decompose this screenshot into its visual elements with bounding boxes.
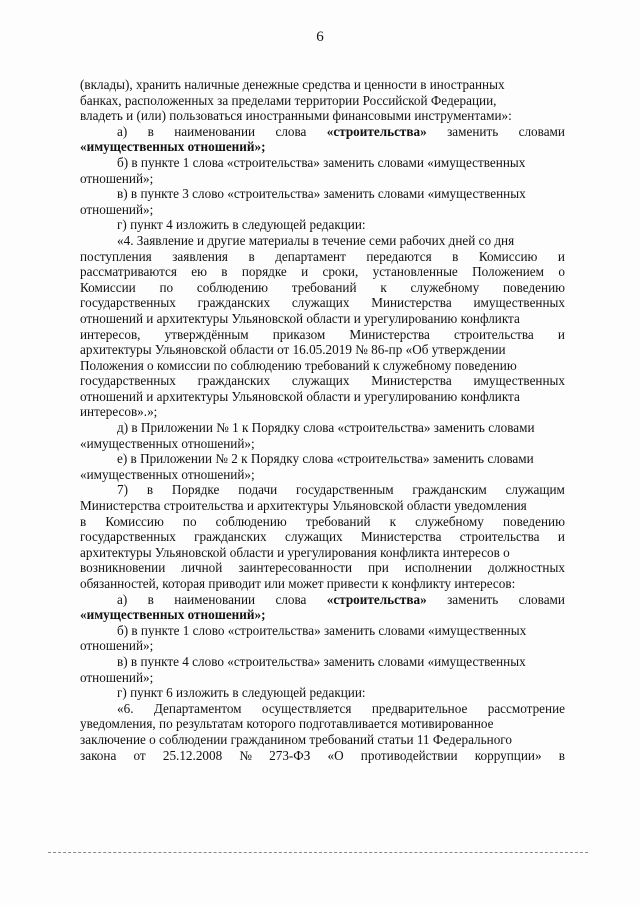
word: требований bbox=[291, 279, 357, 295]
word: противодействии bbox=[360, 747, 458, 763]
text-line: архитектуры Ульяновской области от 16.05.2019 № 86-пр «Об утверждении bbox=[80, 342, 506, 358]
word: в bbox=[452, 248, 459, 264]
word: осуществляется bbox=[261, 700, 352, 716]
word: закона bbox=[80, 747, 117, 763]
word: передаются bbox=[366, 248, 432, 264]
text-line-bold-phrase bbox=[80, 592, 565, 608]
word: поведению bbox=[502, 279, 565, 295]
text-line-bold-phrase bbox=[80, 124, 565, 140]
text-line: в) в пункте 4 слово «строительства» заменить словами «имущественных bbox=[117, 653, 526, 669]
word: служебному bbox=[415, 513, 484, 529]
word: к bbox=[389, 513, 397, 529]
word: заменить bbox=[447, 591, 499, 607]
text-line: интересов».»; bbox=[80, 404, 158, 420]
word: коррупции» bbox=[474, 747, 542, 763]
word: гражданских bbox=[197, 295, 271, 311]
word: установленные bbox=[372, 264, 458, 280]
bold-phrase: «строительства» bbox=[326, 123, 427, 139]
word: заменить bbox=[447, 123, 499, 139]
word: личной bbox=[181, 560, 223, 576]
word: Порядке bbox=[171, 482, 220, 498]
word: по bbox=[159, 279, 174, 295]
word: ею bbox=[191, 264, 207, 280]
word: утверждённым bbox=[164, 326, 249, 342]
word: в bbox=[146, 482, 154, 498]
text-line-justified bbox=[80, 249, 565, 265]
text-line-justified bbox=[80, 264, 565, 280]
document-body bbox=[80, 77, 565, 763]
text-line: Министерства строительства и архитектуры Ульяновской области уведомления bbox=[80, 498, 527, 514]
page-number: 6 bbox=[316, 29, 324, 45]
word: гражданским bbox=[412, 482, 487, 498]
word: Министерства bbox=[360, 529, 442, 545]
word: рассмотрение bbox=[487, 700, 565, 716]
word: и bbox=[557, 529, 565, 545]
text-line-justified bbox=[80, 280, 565, 296]
word: слова bbox=[275, 123, 307, 139]
word: имущественных bbox=[473, 373, 565, 389]
text-line: отношений»; bbox=[80, 201, 154, 217]
word: в bbox=[221, 264, 228, 280]
text-line-justified bbox=[80, 482, 565, 498]
text-line-justified bbox=[80, 295, 565, 311]
word: Министерства bbox=[371, 373, 452, 389]
text-line: отношений»; bbox=[80, 170, 154, 186]
word: и bbox=[301, 264, 309, 280]
word: «О bbox=[327, 747, 344, 763]
word: гражданских bbox=[194, 529, 267, 545]
word: гражданских bbox=[197, 373, 271, 389]
word: возникновении bbox=[80, 560, 166, 576]
word: заявления bbox=[172, 248, 228, 264]
text-line: б) в пункте 1 слова «строительства» заменить словами «имущественных bbox=[117, 154, 526, 170]
text-line: отношений и архитектуры Ульяновской области и урегулированию конфликта bbox=[80, 388, 520, 404]
word: имущественных bbox=[473, 295, 565, 311]
word: должностных bbox=[488, 560, 565, 576]
text-line: е) в Приложении № 2 к Порядку слова «строительства» заменить словами bbox=[117, 451, 534, 467]
word: исполнении bbox=[404, 560, 472, 576]
text-line-justified bbox=[80, 327, 565, 343]
text-line-justified bbox=[80, 701, 565, 717]
word: соблюдению bbox=[215, 513, 287, 529]
text-line: архитектуры Ульяновской области и урегулирования конфликта интересов о bbox=[80, 544, 510, 560]
text-line: «4. Заявление и другие материалы в течение семи рабочих дней со дня bbox=[117, 232, 515, 248]
text-line: обязанностей, которая приводит или может привести к конфликту интересов: bbox=[80, 576, 516, 591]
word: Положением bbox=[472, 264, 545, 280]
word: 273-ФЗ bbox=[269, 747, 311, 763]
page-bottom-divider bbox=[48, 852, 588, 853]
word: служебному bbox=[410, 279, 480, 295]
word: Министерства bbox=[349, 326, 430, 342]
word: государственных bbox=[80, 373, 176, 389]
word: по bbox=[182, 513, 197, 529]
word: порядке bbox=[241, 264, 287, 280]
word: в bbox=[147, 591, 154, 607]
text-line: «имущественных отношений»; bbox=[80, 435, 255, 451]
text-line: владеть и (или) пользоваться иностранными финансовыми инструментами»: bbox=[80, 108, 512, 124]
word: словами bbox=[518, 591, 565, 607]
word: Департаментом bbox=[153, 700, 242, 716]
word: и bbox=[557, 248, 565, 264]
word: государственных bbox=[80, 295, 176, 311]
bold-phrase: «строительства» bbox=[326, 591, 427, 607]
word: поступления bbox=[80, 248, 152, 264]
text-line: г) пункт 6 изложить в следующей редакции: bbox=[117, 685, 366, 701]
text-line: отношений и архитектуры Ульяновской области и урегулированию конфликта bbox=[80, 310, 520, 326]
word: строительства bbox=[459, 529, 540, 545]
word: соблюдению bbox=[196, 279, 269, 295]
word: о bbox=[558, 264, 565, 280]
word: наименовании bbox=[174, 123, 256, 139]
word: государственных bbox=[80, 529, 176, 545]
text-line-bold bbox=[80, 607, 565, 623]
text-line: д) в Приложении № 1 к Порядку слова «строительства» заменить словами bbox=[117, 420, 535, 436]
text-line: уведомления, по результатам которого подготавливается мотивированное bbox=[80, 716, 494, 732]
text-line: Положения о комиссии по соблюдению требований к служебному поведению bbox=[80, 357, 517, 373]
word: приказом bbox=[272, 326, 326, 342]
word: государственным bbox=[296, 482, 394, 498]
text-line: банках, расположенных за пределами территории Российской Федерации, bbox=[80, 92, 497, 108]
text-line: б) в пункте 1 слово «строительства» заменить словами «имущественных bbox=[117, 622, 527, 638]
word: от bbox=[133, 747, 146, 763]
word: а) bbox=[117, 591, 128, 607]
text-line: «имущественных отношений»; bbox=[80, 466, 255, 482]
text-line-justified bbox=[80, 529, 565, 545]
word: служащих bbox=[284, 529, 343, 545]
word: при bbox=[368, 560, 389, 576]
word: словами bbox=[518, 123, 565, 139]
text-line-justified bbox=[80, 748, 565, 764]
bold-phrase: «имущественных отношений»; bbox=[80, 607, 266, 623]
word: Министерства bbox=[371, 295, 452, 311]
text-line-justified bbox=[80, 373, 565, 389]
word: 7) bbox=[117, 482, 128, 498]
word: Комиссию bbox=[105, 513, 164, 529]
word: «6. bbox=[117, 700, 134, 716]
word: слова bbox=[275, 591, 307, 607]
text-line-justified bbox=[80, 560, 565, 576]
text-line: отношений»; bbox=[80, 638, 154, 654]
word: 25.12.2008 bbox=[162, 747, 223, 763]
word: и bbox=[557, 326, 565, 342]
text-line: заключение о соблюдении гражданином требований статьи 11 Федерального bbox=[80, 731, 512, 747]
word: строительства bbox=[454, 326, 534, 342]
word: интересов, bbox=[80, 326, 141, 342]
word: рассматриваются bbox=[80, 264, 177, 280]
text-line: отношений»; bbox=[80, 669, 154, 685]
word: сроки, bbox=[322, 264, 359, 280]
bold-phrase: «имущественных отношений»; bbox=[80, 139, 266, 155]
word: № bbox=[239, 747, 252, 763]
word: в bbox=[80, 513, 87, 529]
word: а) bbox=[117, 123, 128, 139]
text-line: г) пункт 4 изложить в следующей редакции: bbox=[117, 217, 366, 233]
word: Комиссии bbox=[80, 279, 136, 295]
word: департамент bbox=[275, 248, 346, 264]
text-line: (вклады), хранить наличные денежные средства и ценности в иностранных bbox=[80, 77, 505, 92]
text-line: в) в пункте 3 слово «строительства» заменить словами «имущественных bbox=[117, 186, 526, 202]
word: в bbox=[558, 747, 565, 763]
word: наименовании bbox=[174, 591, 256, 607]
word: в bbox=[147, 123, 154, 139]
word: к bbox=[380, 279, 387, 295]
text-line-bold bbox=[80, 139, 565, 155]
word: в bbox=[248, 248, 255, 264]
word: заинтересованности bbox=[238, 560, 353, 576]
word: подачи bbox=[238, 482, 278, 498]
word: служащих bbox=[291, 373, 350, 389]
text-line-justified bbox=[80, 514, 565, 530]
word: поведению bbox=[502, 513, 565, 529]
word: требований bbox=[305, 513, 371, 529]
word: Комиссию bbox=[478, 248, 538, 264]
word: служащим bbox=[505, 482, 565, 498]
word: предварительное bbox=[371, 700, 468, 716]
word: служащих bbox=[291, 295, 350, 311]
